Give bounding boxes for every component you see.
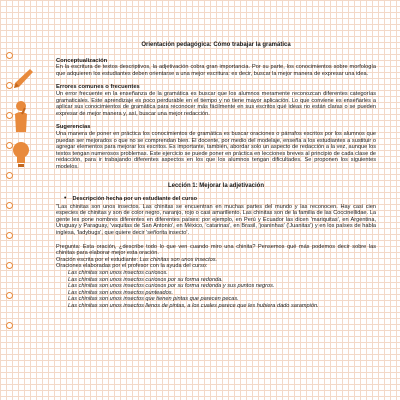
lesson-heading: Lección 1: Mejorar la adjetivación bbox=[167, 182, 265, 189]
list-item: Las chinitas son unos insectos punteados. bbox=[68, 289, 174, 296]
section-heading-conceptualizacion: Conceptualización bbox=[56, 57, 108, 64]
section-text-sugerencias: Una manera de poner en práctica los conocimientos de gramática es buscar oraciones o párrafos escritos por los alumnos que puedan ser mejorados o que no se comprendan bien. El docente, por medio del modelaje, enseña a los estudiantes a sustituir o agregar elementos para mejorar los escritos. Es importante, también, abordar solo un aspecto de redacción a la vez, aunque los textos tengan numerosos problemas. Este ejercicio se puede poner en práctica en lecciones breves al principio de cada clase de redacción, para ir trabajando diferentes aspectos en los que los alumnos tengan dificultades. Se proponen los siguientes modelos. bbox=[56, 130, 376, 170]
binder-ring bbox=[6, 262, 13, 269]
list-item: Las chinitas son unos insectos curiosos. bbox=[68, 270, 168, 277]
student-description: "Las chinitas son unos insectos. Las chinitas se encuentran en muchas partes del mundo y las reconocen. Hay casi cien especies de chinitas y son de color negro, naranjo, rojo o casi amarillento. Las chinitas son de la familia de las Coccinellidae. La gente les pone nombres diferentes en diferentes países: por ejemplo, en Perú y Ecuador las dicen 'mariquitas', en Argentina, Uruguay y Paraguay, 'vaquitas de San Antonio', en México, 'catarinas', en Brasil, 'joaninhas' ('Juanitas') y en los países de habla inglesa, 'ladybugs', que quiere decir 'señorita insecto'. bbox=[56, 203, 376, 237]
question-text: Pregunta: Esta oración, ¿describe todo lo que ven cuando miro una chinita? Pensemos qué más podemos decir sobre las chinitas para elaborar mejor esta oración. bbox=[56, 243, 376, 257]
chosen-sentence-row bbox=[56, 257, 376, 264]
elaborated-label: Oraciones elaboradas por el profesor con la ayuda del curso: bbox=[56, 263, 208, 270]
section-heading-sugerencias: Sugerencias bbox=[56, 124, 91, 131]
list-item: Las chinitas son unos insectos curiosos por su forma redonda. bbox=[68, 276, 223, 283]
binder-ring bbox=[6, 172, 13, 179]
list-item: Las chinitas son unos insectos curiosos por su forma redonda y sus puntos negros. bbox=[68, 283, 275, 290]
binder-ring bbox=[6, 202, 13, 209]
notebook-margin bbox=[0, 0, 44, 400]
section-text-errores: Un error frecuente en la enseñanza de la gramática es buscar que los alumnos meramente reconozcan diferentes categorías gramaticales. Este aprendizaje es poco perdurable en el tiempo y no tiene mayor aplicación. Lo que conviene es enseñarles a aplicar sus conocimientos de gramática para reconocer más fácilmente en sus escritos qué ideas no están claras o se pueden expresar de mejor manera y, así, buscar una mejor redacción. bbox=[56, 90, 376, 117]
lightbulb-icon bbox=[10, 140, 32, 170]
section-text-conceptualizacion: En la escritura de textos descriptivos, la adjetivación cobra gran importancia. Por su parte, los conocimientos sobre morfología que adquieren los estudiantes deben orientarse a una mejor escritura: es decir, buscar la mejor manera de expresar una idea. bbox=[56, 64, 376, 77]
bullet-text: Descripción hecha por un estudiante del curso bbox=[72, 196, 198, 203]
thinking-person-icon bbox=[10, 100, 32, 134]
pencil-icon bbox=[10, 66, 36, 92]
page-title: Orientación pedagógica: Cómo trabajar la gramática bbox=[141, 42, 291, 48]
document-body bbox=[56, 42, 376, 310]
chosen-sentence-label: Oración escrita por el estudiante: bbox=[56, 256, 139, 263]
list-item: Las chinitas son unos insectos que tienen pintas que parecen pecas. bbox=[68, 296, 239, 303]
bullet-dot-icon: • bbox=[64, 195, 67, 203]
chosen-sentence: Las chinitas son unos insectos. bbox=[139, 256, 218, 263]
bullet-item bbox=[64, 196, 376, 203]
section-heading-errores: Errores comunes o frecuentes bbox=[56, 84, 140, 91]
binder-ring bbox=[6, 52, 13, 59]
list-item: Las chinitas son unos insectos llenos de pintas, a los cuales parece que les hubiera dado sarampión. bbox=[68, 303, 319, 309]
binder-ring bbox=[6, 232, 13, 239]
example-list bbox=[68, 270, 376, 310]
binder-ring bbox=[6, 322, 13, 329]
binder-ring bbox=[6, 292, 13, 299]
